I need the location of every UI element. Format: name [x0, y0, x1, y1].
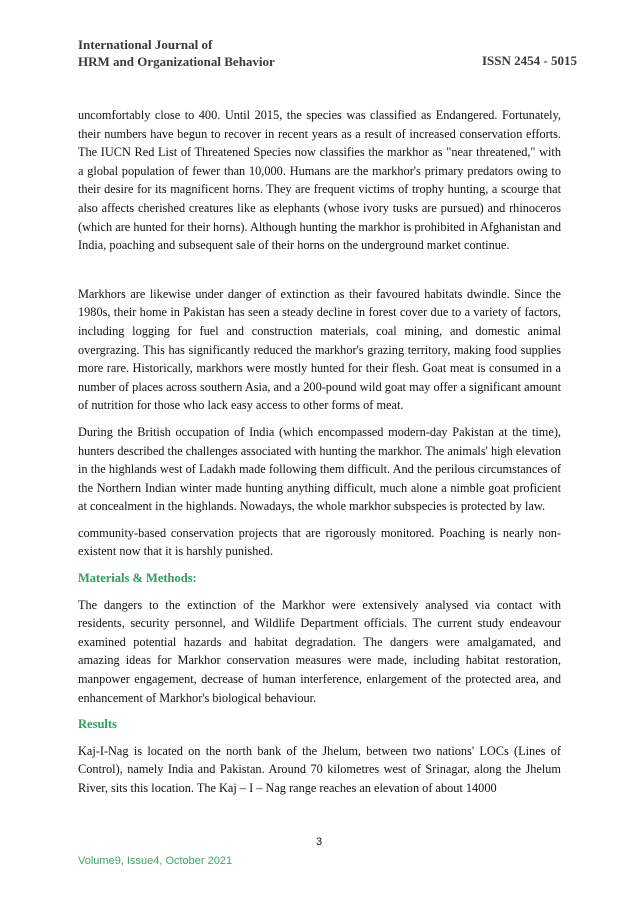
journal-title-line1: International Journal of	[78, 37, 213, 52]
issn-label: ISSN 2454 - 5015	[482, 53, 577, 68]
heading-results: Results	[78, 717, 117, 732]
paragraph-3: During the British occupation of India (which encompassed modern-day Pakistan at the time), hunters described the challenges associated with hunting the markhor. The animals' high elevation in the highlands west of Ladakh made following them difficult. And the perilous circumstances of the Northern Indian winter made hunting anything difficult, much alone a nimble goat proficient at concealment in the highlands. Nowadays, the whole markhor subspecies is protected by law.	[78, 424, 561, 514]
page-number: 3	[315, 836, 323, 848]
article-body	[78, 106, 561, 798]
paragraph-6: Kaj-I-Nag is located on the north bank of the Jhelum, between two nations' LOCs (Lines of Control), namely India and Pakistan. Around 70 kilometres west of Srinagar, along the Jhelum River, sits this location. The Kaj – I – Nag range reaches an elevation of about 14000	[78, 743, 561, 795]
journal-title	[78, 36, 275, 70]
paragraph-4: community-based conservation projects that are rigorously monitored. Poaching is nearly non-existent now that it is harshly punished.	[78, 525, 561, 559]
journal-title-line2: HRM and Organizational Behavior	[78, 54, 275, 69]
paragraph-5: The dangers to the extinction of the Markhor were extensively analysed via contact with residents, security personnel, and Wildlife Department officials. The current study endeavour examined potential hazards and habitat degradation. The dangers were amalgamated, and amazing ideas for Markhor conservation measures were made, including habitat restoration, manpower engagement, decrease of human interference, enlargement of the protected area, and enhancement of Markhor's biological behaviour.	[78, 597, 561, 705]
paragraph-1: uncomfortably close to 400. Until 2015, the species was classified as Endangered. Fortunately, their numbers have begun to recover in recent years as a result of increased conservation efforts. The IUCN Red List of Threatened Species now classifies the markhor as "near threatened," with a global population of fewer than 10,000. Humans are the markhor's primary predators owing to their desire for its magnificent horns. They are frequent victims of trophy hunting, a scourge that also affects cherished creatures like as elephants (whose ivory tusks are pursued) and rhinoceros (which are hunted for their horns). Although hunting the markhor is prohibited in Afghanistan and India, poaching and subsequent sale of their horns on the underground market continue.	[78, 108, 561, 253]
heading-materials-methods: Materials & Methods:	[78, 571, 197, 586]
footer-volume: Volume9, Issue4, October 2021	[78, 855, 233, 867]
paragraph-2: Markhors are likewise under danger of extinction as their favoured habitats dwindle. Since the 1980s, their home in Pakistan has seen a steady decline in forest cover due to a variety of factors, including logging for fuel and construction materials, coal mining, and domestic animal overgrazing. This has significantly reduced the markhor's grazing territory, making food supplies more rare. Historically, markhors were mostly hunted for their flesh. Goat meat is consumed in a number of places across southern Asia, and a 200-pound wild goat may offer a significant amount of nutrition for those who lack easy access to other forms of meat.	[78, 286, 561, 413]
